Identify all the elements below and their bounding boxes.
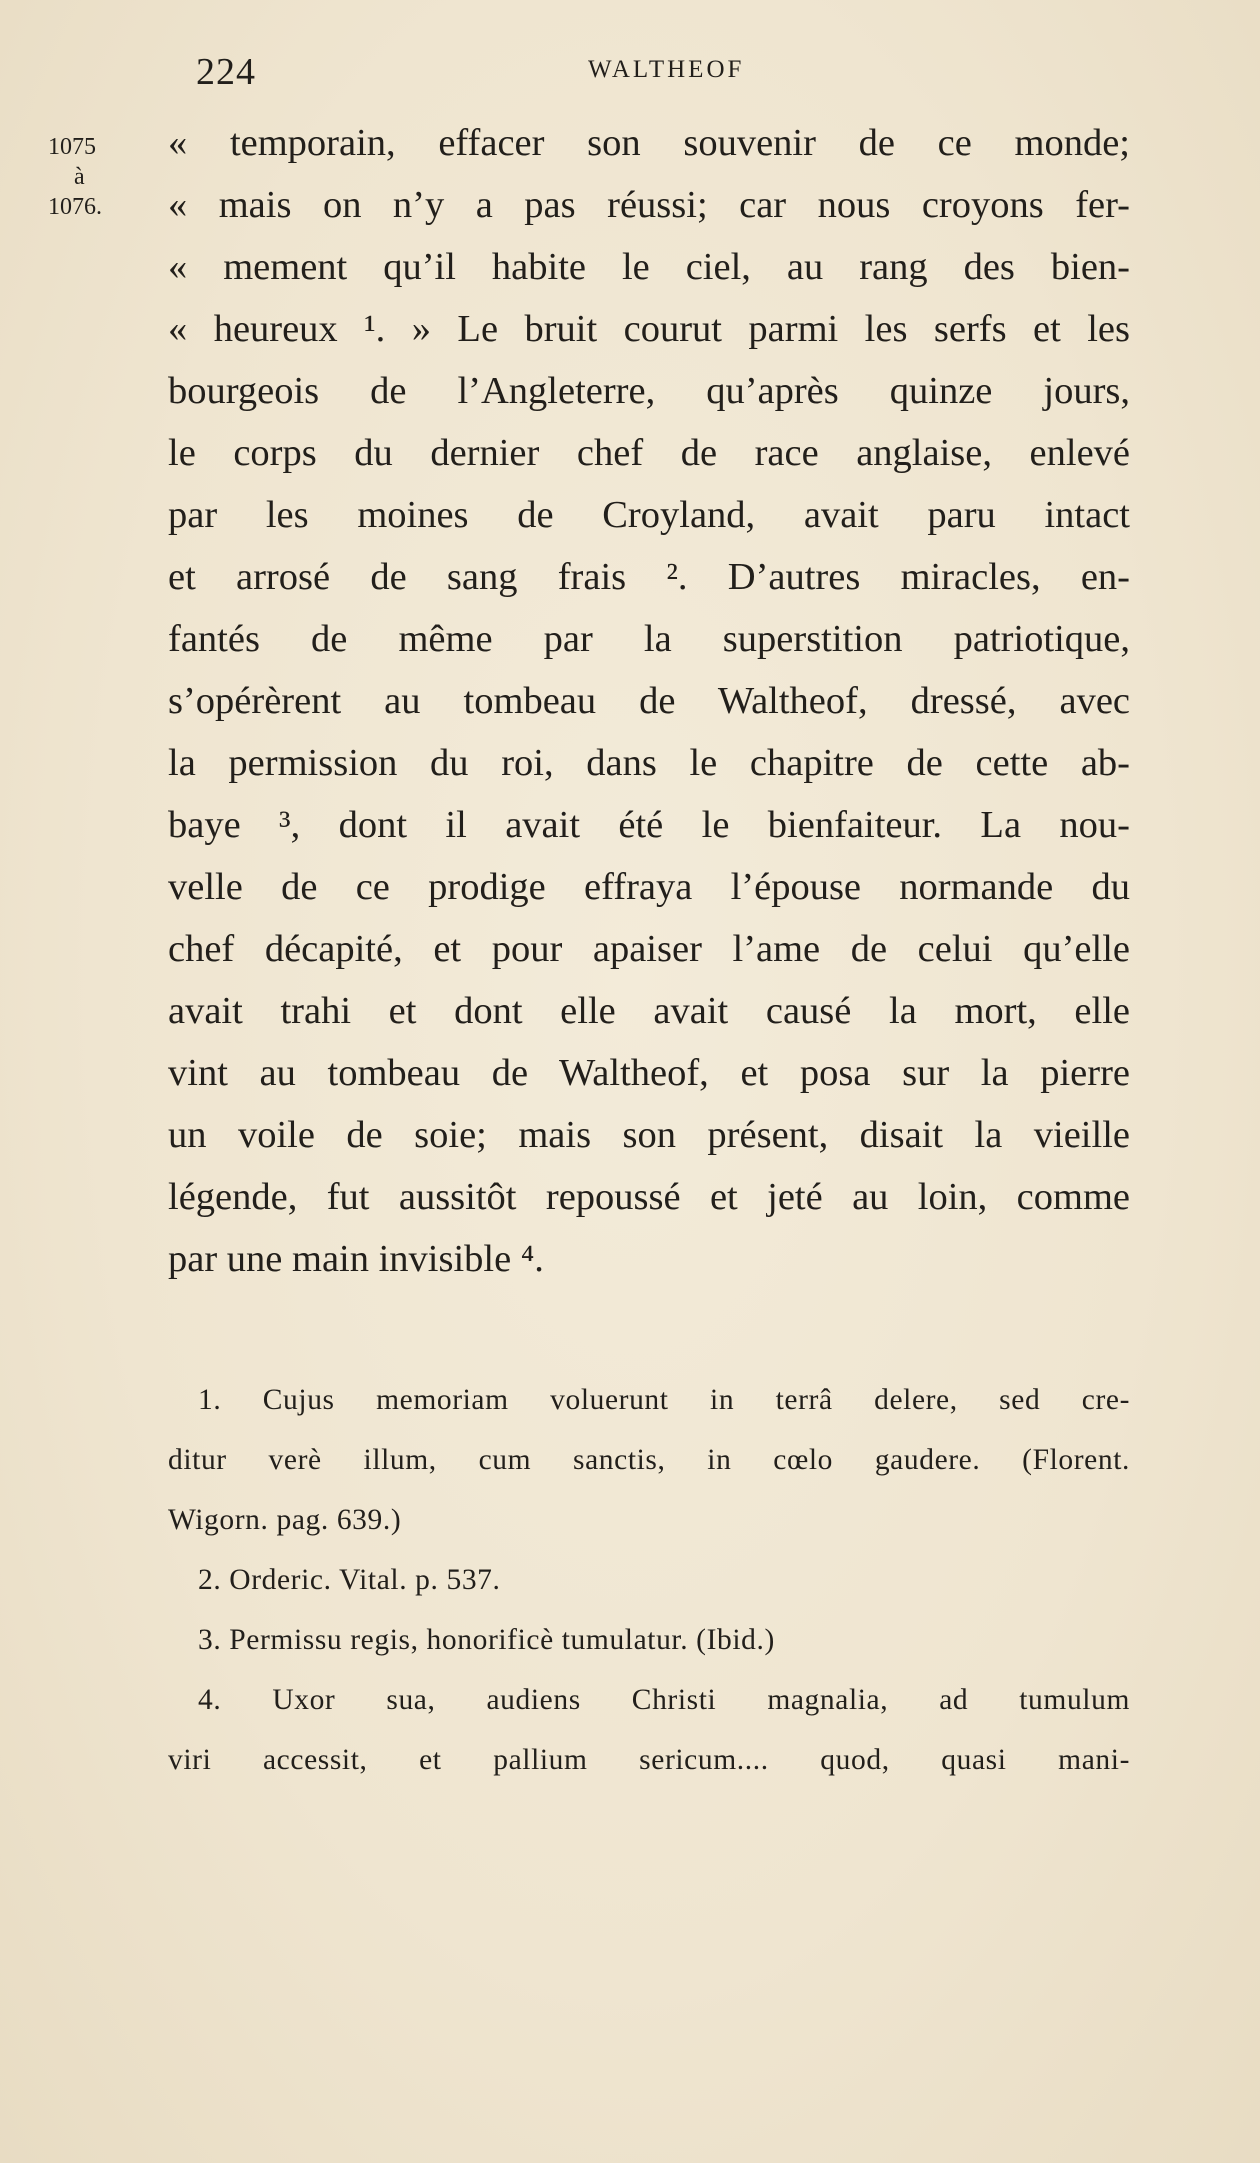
page-number: 224 xyxy=(196,51,256,93)
footnote-line: Wigorn. pag. 639.) xyxy=(168,1504,402,1536)
margin-date-note xyxy=(46,134,166,224)
text-line: fantés de même par la superstition patriotique, xyxy=(168,618,1130,660)
footnote-line: 3. Permissu regis, honorificè tumulatur. (Ibid.) xyxy=(198,1624,775,1656)
text-line: légende, fut aussitôt repoussé et jeté au loin, comme xyxy=(168,1176,1130,1218)
text-line: avait trahi et dont elle avait causé la mort, elle xyxy=(168,990,1130,1032)
footnote-line: 1. Cujus memoriam voluerunt in terrâ delere, sed cre- xyxy=(198,1384,1130,1416)
text-line: le corps du dernier chef de race anglaise, enlevé xyxy=(168,432,1130,474)
text-line: bourgeois de l’Angleterre, qu’après quinze jours, xyxy=(168,370,1130,412)
text-line: et arrosé de sang frais ². D’autres miracles, en- xyxy=(168,556,1130,598)
margin-connector: à xyxy=(74,164,85,190)
margin-start-year: 1075 xyxy=(48,134,96,160)
text-line: par les moines de Croyland, avait paru intact xyxy=(168,494,1130,536)
footnote-line: ditur verè illum, cum sanctis, in cœlo gaudere. (Florent. xyxy=(168,1444,1130,1476)
text-line: « mement qu’il habite le ciel, au rang des bien- xyxy=(168,246,1130,288)
text-line: chef décapité, et pour apaiser l’ame de celui qu’elle xyxy=(168,928,1130,970)
footnote-line: 4. Uxor sua, audiens Christi magnalia, ad tumulum xyxy=(198,1684,1130,1716)
text-line: vint au tombeau de Waltheof, et posa sur la pierre xyxy=(168,1052,1130,1094)
text-line: velle de ce prodige effraya l’épouse normande du xyxy=(168,866,1130,908)
text-line: baye ³, dont il avait été le bienfaiteur. La nou- xyxy=(168,804,1130,846)
text-line: « heureux ¹. » Le bruit courut parmi les serfs et les xyxy=(168,308,1130,350)
margin-end-year: 1076. xyxy=(48,194,102,220)
page-header xyxy=(0,50,1260,93)
text-line: un voile de soie; mais son présent, disait la vieille xyxy=(168,1114,1130,1156)
text-line: la permission du roi, dans le chapitre de cette ab- xyxy=(168,742,1130,784)
main-text xyxy=(168,112,1130,1290)
text-line: s’opérèrent au tombeau de Waltheof, dressé, avec xyxy=(168,680,1130,722)
footnote-line: viri accessit, et pallium sericum.... quod, quasi mani- xyxy=(168,1744,1130,1776)
text-line: « temporain, effacer son souvenir de ce monde; xyxy=(168,122,1130,164)
text-line: « mais on n’y a pas réussi; car nous croyons fer- xyxy=(168,184,1130,226)
running-head: WALTHEOF xyxy=(588,56,745,83)
footnotes xyxy=(168,1370,1130,1790)
text-line: par une main invisible ⁴. xyxy=(168,1238,544,1280)
footnote-line: 2. Orderic. Vital. p. 537. xyxy=(198,1564,501,1596)
